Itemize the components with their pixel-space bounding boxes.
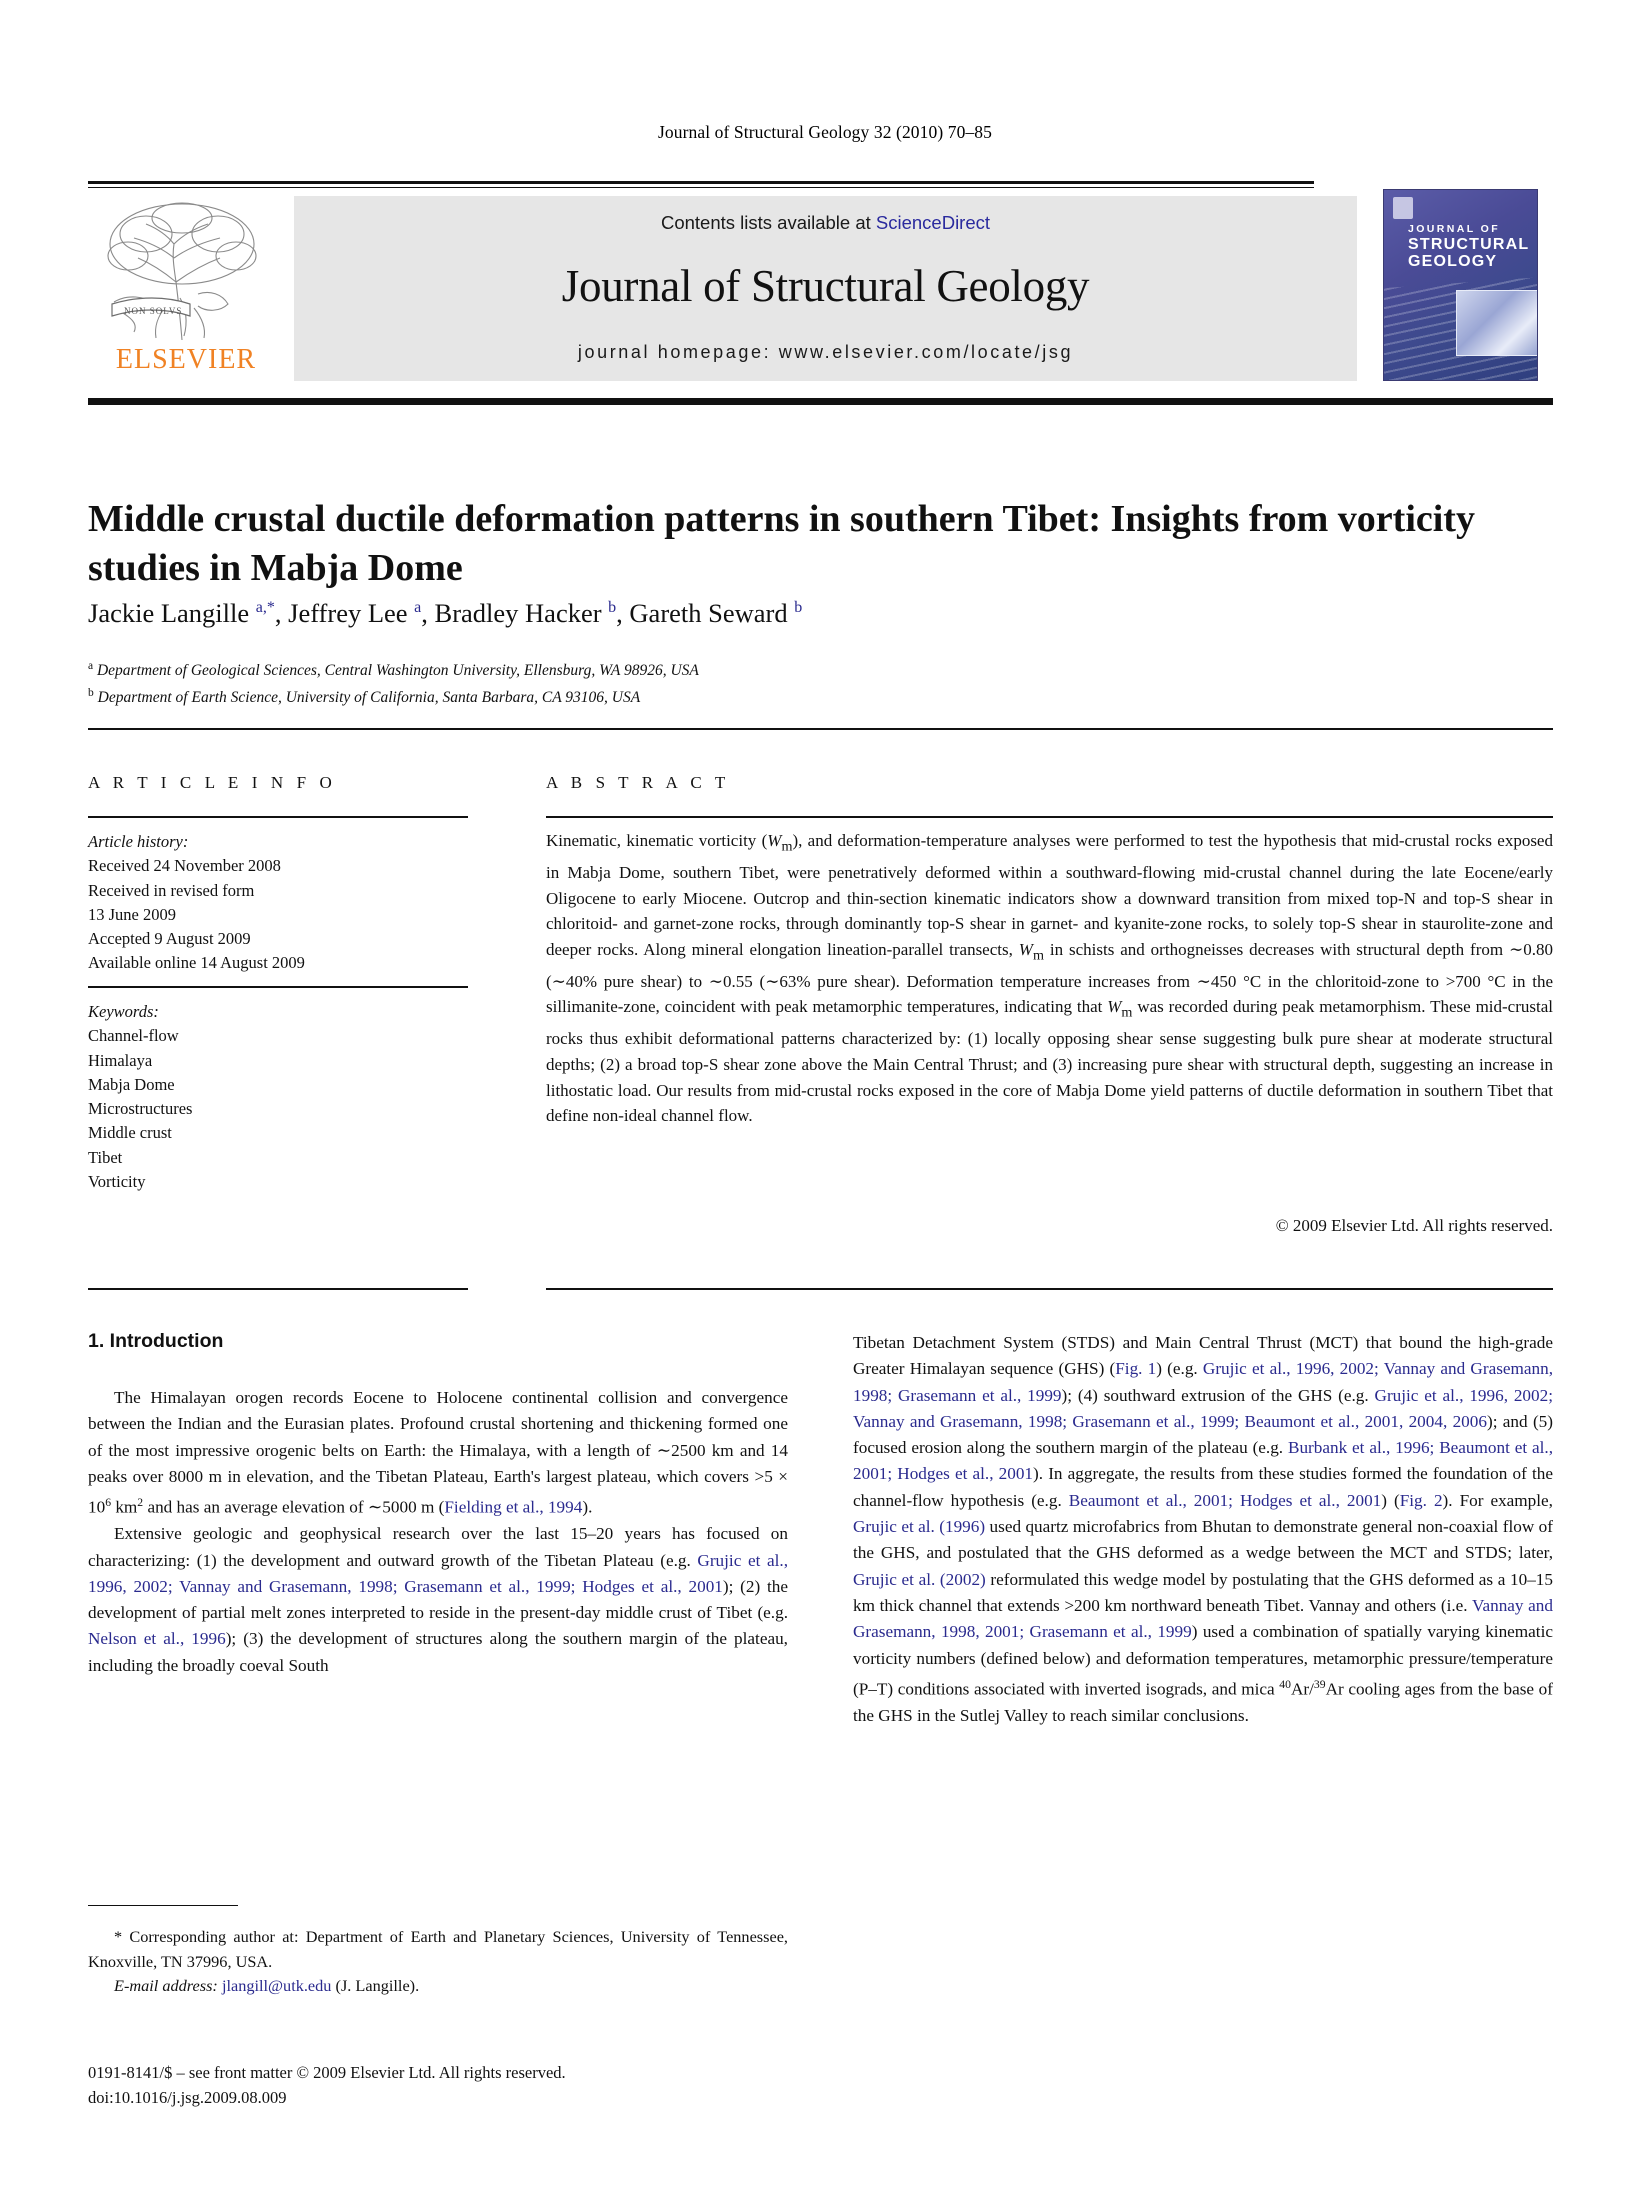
keyword-item: Tibet [88, 1147, 123, 1167]
history-line: Available online 14 August 2009 [88, 953, 305, 973]
cover-title-line1: JOURNAL OF [1408, 223, 1501, 235]
section-heading-introduction: 1. Introduction [88, 1330, 224, 1352]
history-line: 13 June 2009 [88, 904, 176, 924]
article-history [88, 830, 468, 976]
history-line: Received 24 November 2008 [88, 856, 281, 876]
rule-bottom-right [546, 1288, 1553, 1290]
header-bottom-rule [88, 398, 1553, 405]
running-head: Journal of Structural Geology 32 (2010) 70–85 [657, 122, 993, 142]
affiliation-a: $^a$ Department of Geological Sciences, Central Washington University, Ellensburg, WA 98926, USA [88, 660, 699, 680]
body-column-right: Tibetan Detachment System (STDS) and Main Central Thrust (MCT) that bound the high-grade Greater Himalayan sequence (GHS) (Fig. 1) (e.g. Grujic et al., 1996, 2002; Vannay and Grasemann, 1998; Grasemann et al., 1999); (4) southward extrusion of the GHS (e.g. Grujic et al., 1996, 2002; Vannay and Grasemann, 1998; Grasemann et al., 1999; Beaumont et al., 2001, 2004, 2006); and (5) focused erosion along the southern margin of the plateau (e.g. Burbank et al., 1996; Beaumont et al., 2001; Hodges et al., 2001). In aggregate, the results from these studies formed the foundation of the channel-flow hypothesis (e.g. Beaumont et al., 2001; Hodges et al., 2001) (Fig. 2). For example, Grujic et al. (1996) used quartz microfabrics from Bhutan to demonstrate general non-coaxial flow of the GHS, and postulated that the GHS deformed as a wedge between the MCT and STDS; later, Grujic et al. (2002) reformulated this wedge model by postulating that the GHS deformed as a 10–15 km thick channel that extends >200 km northward beneath Tibet. Vannay and others (i.e. Vannay and Grasemann, 1998, 2001; Grasemann et al., 1999) used a combination of spatially varying kinematic vorticity numbers (defined below) and deformation temperatures, metamorphic pressure/temperature (P–T) conditions associated with inverted isograds, and mica $^{40}$Ar/$^{39}$Ar cooling ages from the base of the GHS in the Sutlej Valley to reach similar conclusions. [853, 1333, 1553, 1725]
keywords-label: Keywords: [88, 1002, 159, 1021]
rule-article-info [88, 816, 468, 818]
cover-title-line2: STRUCTURAL GEOLOGY [1408, 236, 1530, 270]
contents-prefix: Contents lists available at [660, 212, 876, 233]
history-line: Received in revised form [88, 880, 255, 900]
affiliation-b: $^b$ Department of Earth Science, University of California, Santa Barbara, CA 93106, USA [88, 687, 641, 707]
keyword-item: Vorticity [88, 1172, 146, 1192]
keyword-item: Mabja Dome [88, 1074, 175, 1094]
keywords-list [88, 1000, 468, 1194]
cover-inset-photo [1456, 290, 1538, 356]
sciencedirect-link[interactable]: ScienceDirect [875, 212, 991, 233]
keyword-item: Microstructures [88, 1099, 193, 1119]
history-line: Accepted 9 August 2009 [88, 929, 251, 949]
rule-below-affiliations [88, 728, 1553, 730]
rule-keywords [88, 986, 468, 988]
abstract-text: Kinematic, kinematic vorticity $(W_m)$, and deformation-temperature analyses were performed to test the hypothesis that mid-crustal rocks exposed in Mabja Dome, southern Tibet, were penetratively deformed within a southward-flowing mid-crustal channel during the late Eocene/early Oligocene to early Miocene. Outcrop and thin-section kinematic indicators show a downward transition from mixed top-N and top-S shear in chloritoid- and garnet-zone rocks, through dominantly top-S shear in garnet- and kyanite-zone rocks, to solely top-S shear in staurolite-zone and deeper rocks. Along mineral elongation lineation-parallel transects, $W_m$ in schists and orthogneisses decreases with structural depth from ∼0.80 (∼40% pure shear) to ∼0.55 (∼63% pure shear). Deformation temperature increases from ∼450 °C in the chloritoid-zone to >700 °C in the sillimanite-zone, coincident with peak metamorphic temperatures, indicating that $W_m$ was recorded during peak metamorphism. These mid-crustal rocks thus exhibit deformational patterns characterized by: (1) locally opposing shear sense suggesting bulk pure shear at moderate structural depths; (2) a broad top-S shear zone above the Main Central Thrust; and (3) increasing pure shear with structural depth, suggesting an increase in lithostatic load. Our results from mid-crustal rocks exposed in the core of Mabja Dome yield patterns of ductile deformation in southern Tibet that define non-ideal channel flow. [546, 831, 1553, 1126]
elsevier-mark-icon [1393, 197, 1413, 219]
contents-list-line [294, 212, 1357, 234]
footnote-rule [88, 1905, 238, 1906]
body-column-left: The Himalayan orogen records Eocene to Holocene continental collision and convergence between the Indian and the Eurasian plates. Profound crustal shortening and thickening formed one of the most impressive orogenic belts on Earth: the Himalaya, with a length of ∼2500 km and 14 peaks over 8000 m in elevation, and the Tibetan Plateau, Earth's largest plateau, which covers $>5 \times 10^6$ $km^2$ and has an average elevation of ∼5000 m (Fielding et al., 1994). Extensive geologic and geophysical research over the last 15–20 years has focused on characterizing: (1) the development and outward growth of the Tibetan Plateau (e.g. Grujic et al., 1996, 2002; Vannay and Grasemann, 1998; Grasemann et al., 1999; Hodges et al., 2001); (2) the development of partial melt zones interpreted to reside in the present-day middle crust of Tibet (e.g. Nelson et al., 1996); (3) the development of structures along the southern margin of the plateau, including the broadly coeval South [88, 1388, 789, 1675]
elsevier-tree-icon [94, 198, 274, 344]
journal-homepage-link[interactable]: journal homepage: www.elsevier.com/locate/jsg [577, 342, 1074, 362]
abstract-heading: A B S T R A C T [546, 773, 730, 792]
imprint-block [88, 2060, 848, 2110]
journal-title: Journal of Structural Geology [561, 261, 1090, 311]
elsevier-logo [88, 196, 283, 381]
journal-masthead [294, 196, 1357, 381]
keyword-item: Channel-flow [88, 1026, 179, 1046]
rule-bottom-left [88, 1288, 468, 1290]
keyword-item: Middle crust [88, 1123, 172, 1143]
issn-front-matter-line: 0191-8141/$ – see front matter © 2009 Elsevier Ltd. All rights reserved. [88, 2063, 566, 2082]
author-list: Jackie Langille $^{a,*}$, Jeffrey Lee $^a$, Bradley Hacker $^b$, Gareth Seward $^b$ [88, 598, 803, 628]
doi-line: doi:10.1016/j.jsg.2009.08.009 [88, 2088, 287, 2107]
header-rule-thin [88, 187, 1314, 188]
journal-cover-thumbnail [1383, 189, 1538, 381]
article-history-label: Article history: [88, 832, 189, 851]
abstract-copyright: © 2009 Elsevier Ltd. All rights reserved. [1275, 1216, 1553, 1235]
article-info-heading: A R T I C L E I N F O [88, 773, 337, 792]
header-rule-thick [88, 181, 1314, 184]
corresponding-author-footnote: * Corresponding author at: Department of Earth and Planetary Sciences, University of Tennessee, Knoxville, TN 37996, USA. E-mail address: jlangill@utk.edu (J. Langille). [88, 1927, 788, 1995]
affiliations [88, 655, 1508, 709]
svg-text:NON SOLVS: NON SOLVS [124, 306, 183, 316]
rule-abstract [546, 816, 1553, 818]
page-title: Middle crustal ductile deformation patterns in southern Tibet: Insights from vorticity studies in Mabja Dome [88, 498, 1475, 590]
keyword-item: Himalaya [88, 1050, 153, 1070]
elsevier-wordmark: ELSEVIER [115, 344, 257, 375]
